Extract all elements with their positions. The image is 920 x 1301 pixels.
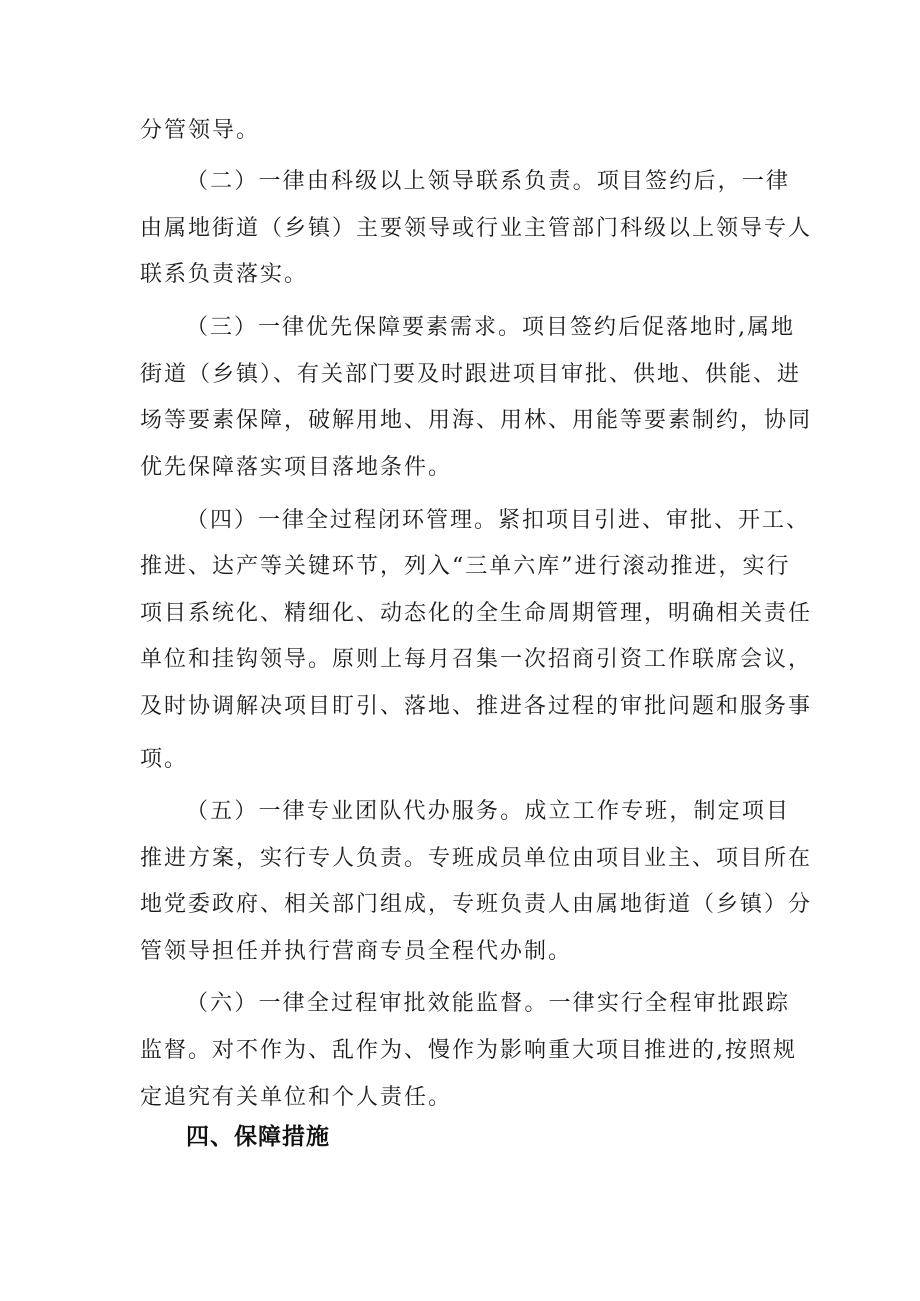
text-line: 分管领导。 <box>140 118 261 143</box>
paragraph-heading-line: （三）一律优先保障要素需求。项目签约后促落地时,属地 <box>186 315 795 340</box>
text-line: 监督。对不作为、乱作为、慢作为影响重大项目推进的,按照规 <box>140 1038 797 1063</box>
text-line: 管领导担任并执行营商专员全程代办制。 <box>140 939 573 964</box>
paragraph-heading-line: （五）一律专业团队代办服务。成立工作专班，制定项目 <box>186 799 790 824</box>
text-line: 由属地街道（乡镇）主要领导或行业主管部门科级以上领导专人 <box>140 216 813 241</box>
text-line: 及时协调解决项目盯引、落地、推进各过程的审批问题和服务事 <box>140 694 813 719</box>
text-line: 优先保障落实项目落地条件。 <box>140 455 453 480</box>
text-line: 推进方案，实行专人负责。专班成员单位由项目业主、项目所在 <box>140 846 813 871</box>
section-heading: 四、保障措施 <box>186 1124 330 1150</box>
text-line: 街道（乡镇）、有关部门要及时跟进项目审批、供地、供能、进 <box>140 362 802 387</box>
text-line: 联系负责落实。 <box>140 262 309 287</box>
paragraph-heading-line: （四）一律全过程闭环管理。紧扣项目引进、审批、开工、 <box>186 508 811 533</box>
text-line: 场等要素保障，破解用地、用海、用林、用能等要素制约，协同 <box>140 408 813 433</box>
text-line: 项目系统化、精细化、动态化的全生命周期管理，明确相关责任 <box>140 601 813 626</box>
text-line: 项。 <box>140 747 189 772</box>
text-line: 定追究有关单位和个人责任。 <box>140 1085 453 1110</box>
text-line: 地党委政府、相关部门组成，专班负责人由属地街道（乡镇）分 <box>140 892 813 917</box>
paragraph-heading-line: （二）一律由科级以上领导联系负责。项目签约后，一律 <box>186 169 790 194</box>
text-line: 推进、达产等关键环节，列入“三单六库”进行滚动推进，实行 <box>140 554 791 579</box>
paragraph-heading-line: （六）一律全过程审批效能监督。一律实行全程审批跟踪 <box>186 991 790 1016</box>
text-line: 单位和挂钩领导。原则上每月召集一次招商引资工作联席会议， <box>140 647 813 672</box>
